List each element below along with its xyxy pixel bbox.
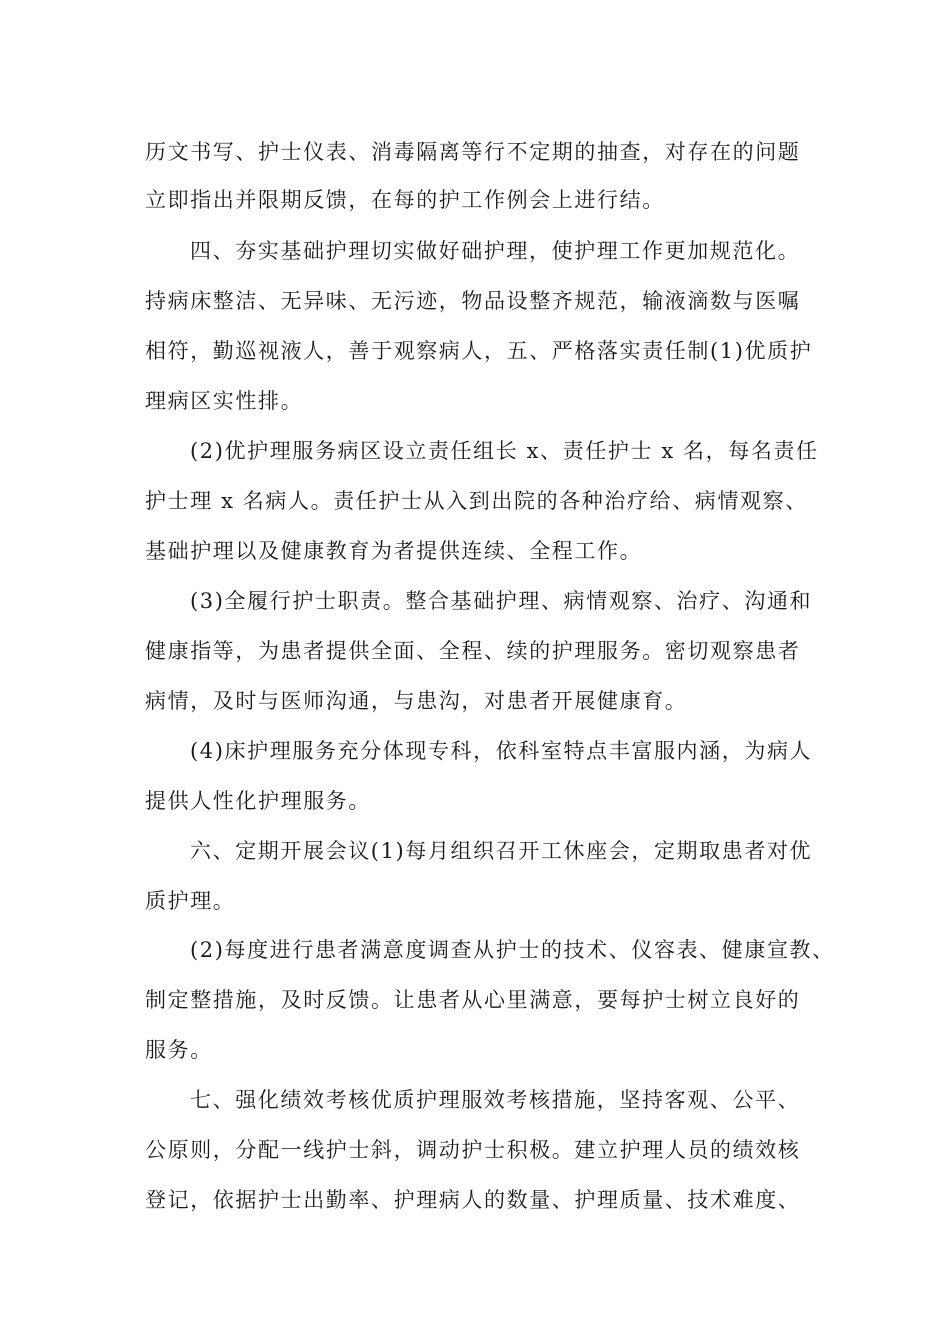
text-line: (2)优护理服务病区设立责任组长 x、责任护士 x 名，每名责任 (190, 439, 819, 463)
text-line: 病情，及时与医师沟通，与患沟，对患者开展健康育。 (145, 689, 688, 713)
text-line: 基础护理以及健康教育为者提供连续、全程工作。 (145, 539, 643, 563)
text-line: (4)床护理服务充分体现专科，依科室特点丰富服内涵，为病人 (190, 739, 813, 763)
text-line: 健康指等，为患者提供全面、全程、续的护理服务。密切观察患者 (145, 639, 801, 663)
text-line: 历文书写、护士仪表、消毒隔离等行不定期的抽查，对存在的问题 (145, 140, 801, 164)
text-line: (3)全履行护士职责。整合基础护理、病情观察、治疗、沟通和 (190, 589, 813, 613)
text-line: 立即指出并限期反馈，在每的护工作例会上进行结。 (145, 188, 665, 212)
text-line: 七、强化绩效考核优质护理服效考核措施，坚持客观、公平、 (190, 1088, 801, 1112)
text-line: 制定整措施，及时反馈。让患者从心里满意，要每护士树立良好的 (145, 988, 801, 1012)
text-line: 服务。 (145, 1038, 213, 1062)
text-line: 四、夯实基础护理切实做好础护理，使护理工作更加规范化。 (190, 239, 801, 263)
text-line: 理病区实性排。 (145, 389, 304, 413)
text-line: 护士理 x 名病人。责任护士从入到出院的各种治疗给、病情观察、 (145, 489, 808, 513)
text-line: 登记，依据护士出勤率、护理病人的数量、护理质量、技术难度、 (145, 1188, 801, 1212)
text-line: 相符，勤巡视液人，善于观察病人，五、严格落实责任制(1)优质护 (145, 339, 813, 363)
text-line: 持病床整洁、无异味、无污迹，物品设整齐规范，输液滴数与医嘱 (145, 289, 801, 313)
text-line: 公原则，分配一线护士斜，调动护士积极。建立护理人员的绩效核 (145, 1138, 801, 1162)
text-line: 六、定期开展会议(1)每月组织召开工休座会，定期取患者对优 (190, 839, 813, 863)
text-line: (2)每度进行患者满意度调查从护士的技术、仪容表、健康宣教、 (190, 938, 835, 962)
text-line: 质护理。 (145, 889, 236, 913)
text-line: 提供人性化护理服务。 (145, 789, 371, 813)
